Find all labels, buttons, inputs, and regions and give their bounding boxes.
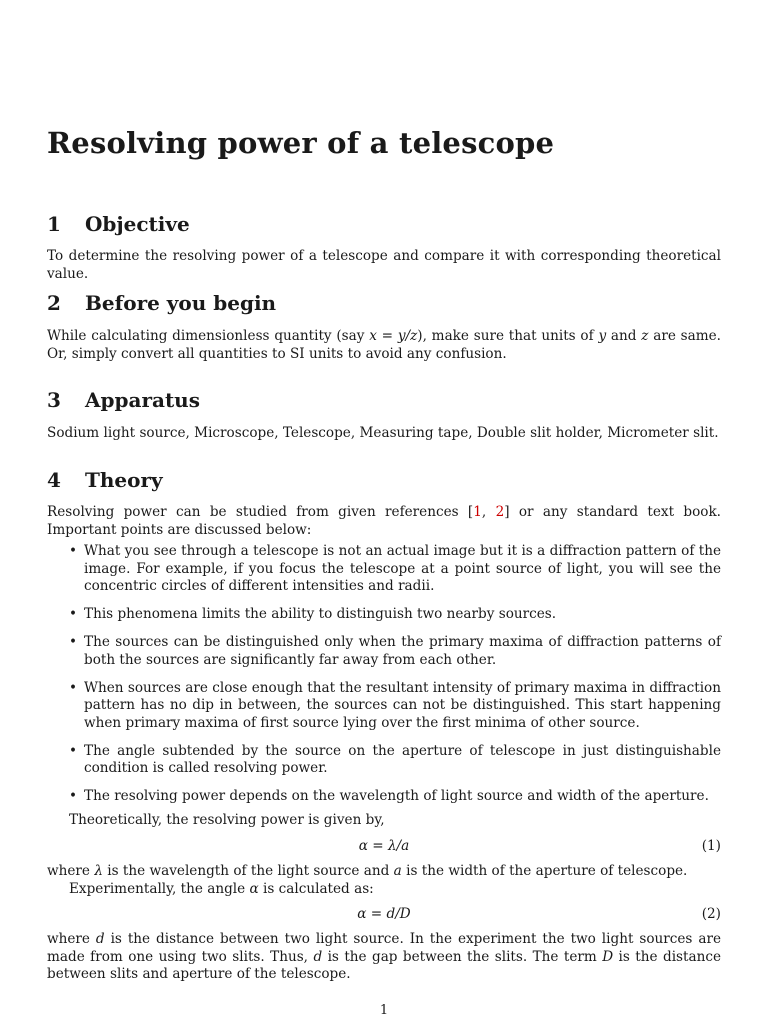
- theoretical-intro: Theoretically, the resolving power is given by,: [69, 812, 385, 828]
- section-heading-objective: [47, 212, 190, 236]
- section-title: Objective: [85, 212, 190, 236]
- before-paragraph: While calculating dimensionless quantity (say x = y/z), make sure that units of y and z are same. Or, simply convert all quantities to SI units to avoid any confusion.: [47, 328, 721, 362]
- list-item: • The resolving power depends on the wavelength of light source and width of the aperture.: [69, 788, 709, 804]
- equation-2-description: where d is the distance between two light source. In the experiment the two light sources are made from one using two slits. Thus, d is the gap between the slits. The term D is the distance between slits and aperture of the telescope.: [47, 931, 721, 982]
- section-number: 4: [47, 468, 61, 492]
- document-page: [47, 0, 721, 1024]
- list-item: • When sources are close enough that the resultant intensity of primary maxima in diffraction pattern has no dip in between, the sources can not be distinguished. This start happening when primary maxima of first source lying over the first minima of other source.: [69, 679, 721, 731]
- experimental-intro: Experimentally, the angle α is calculated as:: [69, 881, 374, 897]
- bullet: •: [69, 606, 78, 622]
- section-number: 1: [47, 212, 61, 236]
- equation-body: α = λ/a: [358, 838, 410, 854]
- bullet: •: [69, 543, 78, 559]
- bullet: •: [69, 742, 78, 759]
- equation-1-description: where λ is the wavelength of the light source and a is the width of the aperture of telescope.: [47, 863, 688, 879]
- list-item: • What you see through a telescope is not an actual image but it is a diffraction pattern of the image. For example, if you focus the telescope at a point source of light, you will see the concentric circles of different intensities and radii.: [69, 543, 721, 594]
- section-heading-theory: [47, 468, 163, 492]
- list-item: • The sources can be distinguished only when the primary maxima of diffraction patterns of both the sources are significantly far away from each other.: [69, 634, 721, 668]
- citation-link-2[interactable]: 2: [495, 504, 505, 520]
- list-item: • The angle subtended by the source on the aperture of telescope in just distinguishable condition is called resolving power.: [69, 742, 721, 776]
- citation-link-1[interactable]: 1: [473, 504, 482, 520]
- inline-math: x = y/z: [369, 328, 418, 344]
- apparatus-paragraph: Sodium light source, Microscope, Telescope, Measuring tape, Double slit holder, Micrometer slit.: [47, 425, 719, 441]
- bullet: •: [69, 634, 78, 650]
- equation-number: (1): [701, 838, 721, 854]
- section-title: Before you begin: [85, 291, 277, 315]
- document-title: Resolving power of a telescope: [47, 126, 555, 160]
- bullet: •: [69, 788, 78, 804]
- section-heading-before-you-begin: [47, 291, 276, 315]
- theory-intro-paragraph: Resolving power can be studied from given references [1, 2] or any standard text book. Important points are discussed below:: [47, 504, 721, 538]
- equation-number: (2): [701, 906, 721, 922]
- objective-paragraph: To determine the resolving power of a telescope and compare it with corresponding theoretical value.: [47, 248, 721, 282]
- section-number: 2: [47, 291, 61, 315]
- page-number: 1: [379, 1003, 389, 1018]
- theory-points-list: [47, 543, 721, 816]
- section-heading-apparatus: [47, 388, 200, 412]
- section-title: Theory: [85, 468, 163, 492]
- bullet: •: [69, 679, 78, 696]
- list-item: • This phenomena limits the ability to distinguish two nearby sources.: [69, 606, 557, 622]
- equation-body: α = d/D: [357, 906, 411, 922]
- section-number: 3: [47, 388, 61, 412]
- section-title: Apparatus: [85, 388, 200, 412]
